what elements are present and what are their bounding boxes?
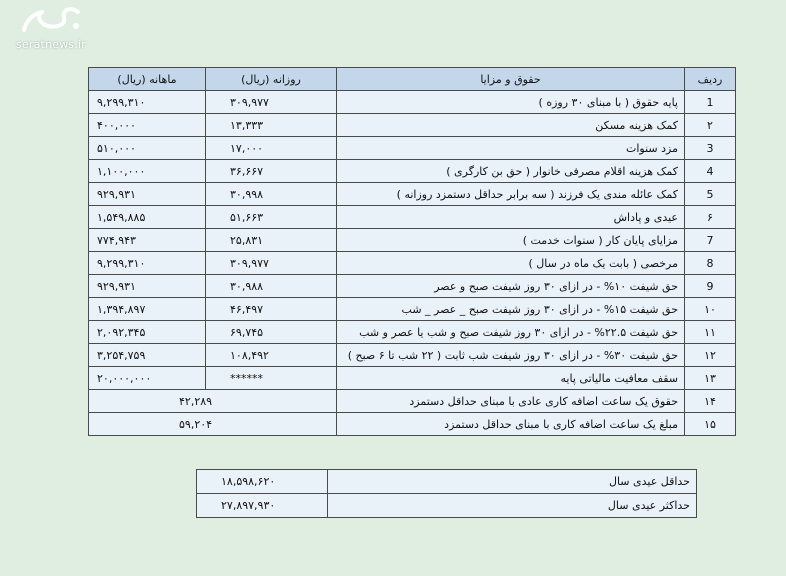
eidi-table bbox=[196, 469, 697, 518]
row-monthly-value: ۴۰۰,۰۰۰ bbox=[89, 114, 206, 137]
row-monthly-value: ۹,۲۹۹,۳۱۰ bbox=[89, 91, 206, 114]
row-monthly-value: ۹,۲۹۹,۳۱۰ bbox=[89, 252, 206, 275]
header-row-no: ردیف bbox=[685, 68, 736, 91]
header-title: حقوق و مزایا bbox=[337, 68, 685, 91]
row-daily-value: ۴۶,۴۹۷ bbox=[206, 298, 337, 321]
table-row bbox=[89, 137, 736, 160]
row-number: 4 bbox=[685, 160, 736, 183]
row-number: ۱۳ bbox=[685, 367, 736, 390]
row-number: ۲ bbox=[685, 114, 736, 137]
row-monthly-value: ۷۷۴,۹۴۳ bbox=[89, 229, 206, 252]
table-row-merged bbox=[89, 413, 736, 436]
row-daily-value: ۲۵,۸۳۱ bbox=[206, 229, 337, 252]
row-daily-value: ۱۰۸,۴۹۲ bbox=[206, 344, 337, 367]
row-title: پایه حقوق ( با مبنای ۳۰ روزه ) bbox=[337, 91, 685, 114]
site-logo bbox=[14, 4, 104, 52]
table-row bbox=[89, 91, 736, 114]
row-daily-value: ۳۶,۶۶۷ bbox=[206, 160, 337, 183]
row-number: ۶ bbox=[685, 206, 736, 229]
row-monthly-value: ۹۲۹,۹۳۱ bbox=[89, 275, 206, 298]
row-daily-value: ۱۷,۰۰۰ bbox=[206, 137, 337, 160]
row-daily-value: ۶۹,۷۴۵ bbox=[206, 321, 337, 344]
row-number: ۱۰ bbox=[685, 298, 736, 321]
eidi-value: ۱۸,۵۹۸,۶۲۰ bbox=[197, 470, 328, 494]
row-daily-value: ۵۱,۶۶۳ bbox=[206, 206, 337, 229]
row-title: مرخصی ( بابت یک ماه در سال ) bbox=[337, 252, 685, 275]
row-daily-value: ۳۰,۹۹۸ bbox=[206, 183, 337, 206]
table-row bbox=[89, 252, 736, 275]
row-title: مزد سنوات bbox=[337, 137, 685, 160]
header-monthly: ماهانه (ریال) bbox=[89, 68, 206, 91]
row-merged-value: ۴۲,۲۸۹ bbox=[89, 390, 337, 413]
salary-benefits-table bbox=[88, 67, 736, 436]
row-title: کمک هزینه اقلام مصرفی خانوار ( حق بن کارگری ) bbox=[337, 160, 685, 183]
row-number: 3 bbox=[685, 137, 736, 160]
row-number: 8 bbox=[685, 252, 736, 275]
row-title: کمک هزینه مسکن bbox=[337, 114, 685, 137]
row-daily-value: ****** bbox=[206, 367, 337, 390]
row-monthly-value: ۱,۳۹۴,۸۹۷ bbox=[89, 298, 206, 321]
table-row bbox=[89, 229, 736, 252]
row-number: 9 bbox=[685, 275, 736, 298]
row-monthly-value: ۹۲۹,۹۳۱ bbox=[89, 183, 206, 206]
table-row bbox=[89, 114, 736, 137]
row-title: مبلغ یک ساعت اضافه کاری با مبنای حداقل دستمزد bbox=[337, 413, 685, 436]
row-title: حق شیفت ۲۲.۵% - در ازای ۳۰ روز شیفت صبح و شب یا عصر و شب bbox=[337, 321, 685, 344]
eidi-label: حداقل عیدی سال bbox=[328, 470, 697, 494]
row-number: ۱۲ bbox=[685, 344, 736, 367]
table-row bbox=[89, 321, 736, 344]
row-title: حق شیفت ۱۵% - در ازای ۳۰ روز شیفت صبح _ عصر _ شب bbox=[337, 298, 685, 321]
row-monthly-value: ۵۱۰,۰۰۰ bbox=[89, 137, 206, 160]
row-monthly-value: ۳,۲۵۴,۷۵۹ bbox=[89, 344, 206, 367]
brand-logo-mark bbox=[18, 4, 86, 36]
row-daily-value: ۳۰,۹۸۸ bbox=[206, 275, 337, 298]
row-monthly-value: ۱,۱۰۰,۰۰۰ bbox=[89, 160, 206, 183]
table-row bbox=[89, 160, 736, 183]
row-number: ۱۱ bbox=[685, 321, 736, 344]
table-row bbox=[89, 275, 736, 298]
table-row bbox=[89, 183, 736, 206]
row-merged-value: ۵۹,۲۰۴ bbox=[89, 413, 337, 436]
row-title: حقوق یک ساعت اضافه کاری عادی با مبنای حداقل دستمزد bbox=[337, 390, 685, 413]
eidi-value: ۲۷,۸۹۷,۹۳۰ bbox=[197, 494, 328, 518]
eidi-label: حداکثر عیدی سال bbox=[328, 494, 697, 518]
row-number: ۱۵ bbox=[685, 413, 736, 436]
row-title: کمک عائله مندی یک فرزند ( سه برابر حداقل دستمزد روزانه ) bbox=[337, 183, 685, 206]
row-daily-value: ۳۰۹,۹۷۷ bbox=[206, 91, 337, 114]
row-daily-value: ۱۳,۳۳۳ bbox=[206, 114, 337, 137]
table-row-merged bbox=[89, 390, 736, 413]
table-row bbox=[89, 298, 736, 321]
row-title: حق شیفت ۳۰% - در ازای ۳۰ روز شیفت شب ثابت ( ۲۲ شب تا ۶ صبح ) bbox=[337, 344, 685, 367]
eidi-row bbox=[197, 494, 697, 518]
eidi-row bbox=[197, 470, 697, 494]
row-number: 5 bbox=[685, 183, 736, 206]
row-title: حق شیفت ۱۰% - در ازای ۳۰ روز شیفت صبح و عصر bbox=[337, 275, 685, 298]
table-row bbox=[89, 367, 736, 390]
row-number: ۱۴ bbox=[685, 390, 736, 413]
header-daily: روزانه (ریال) bbox=[206, 68, 337, 91]
row-daily-value: ۳۰۹,۹۷۷ bbox=[206, 252, 337, 275]
table-header-row bbox=[89, 68, 736, 91]
table-row bbox=[89, 344, 736, 367]
row-monthly-value: ۱,۵۴۹,۸۸۵ bbox=[89, 206, 206, 229]
row-title: مزایای پایان کار ( سنوات خدمت ) bbox=[337, 229, 685, 252]
row-title: عیدی و پاداش bbox=[337, 206, 685, 229]
row-number: 1 bbox=[685, 91, 736, 114]
row-monthly-value: ۲۰,۰۰۰,۰۰۰ bbox=[89, 367, 206, 390]
row-title: سقف معافیت مالیاتی پایه bbox=[337, 367, 685, 390]
row-number: 7 bbox=[685, 229, 736, 252]
row-monthly-value: ۲,۰۹۲,۳۴۵ bbox=[89, 321, 206, 344]
table-row bbox=[89, 206, 736, 229]
logo-url: seratnews.ir bbox=[16, 38, 87, 51]
